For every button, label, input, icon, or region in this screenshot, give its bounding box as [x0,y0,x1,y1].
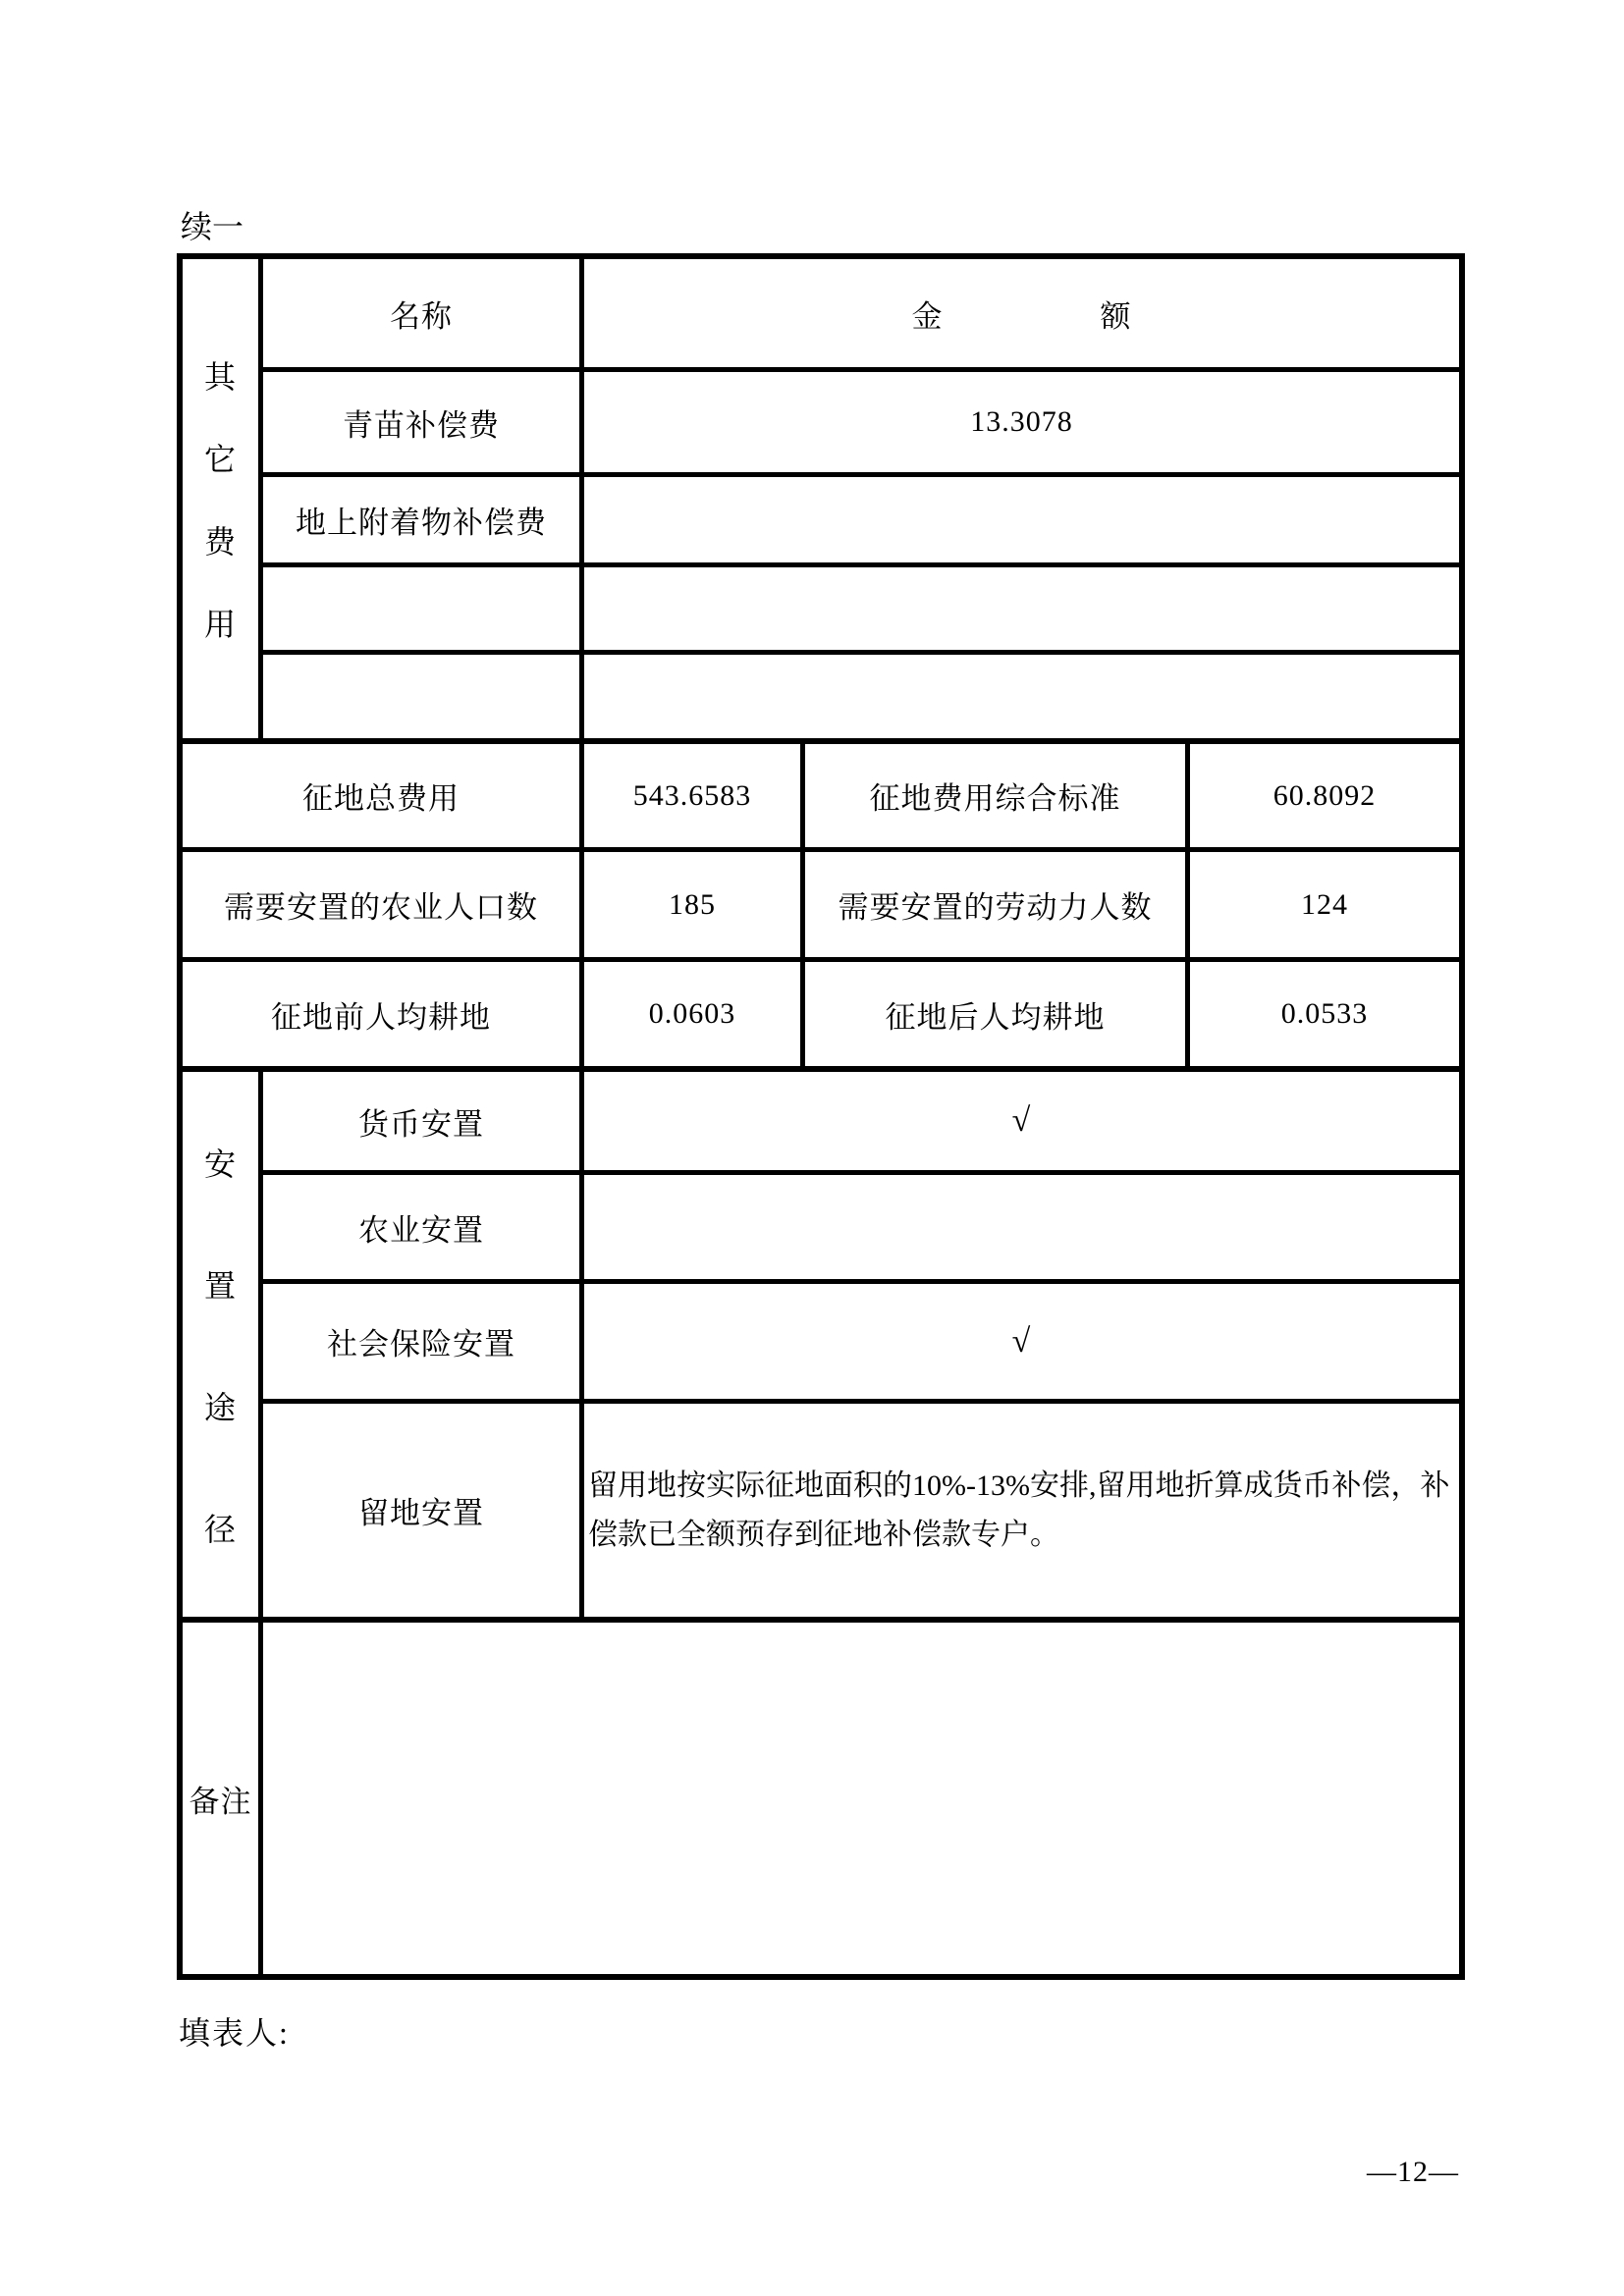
fee-amount-header-cell: 金 额 [911,298,1132,334]
summary-section [183,738,1459,1066]
remarks-content-cell [263,1623,1459,1974]
summary-label-cell: 需要安置的农业人口数 [183,847,584,957]
vertical-header-char: 它 [203,442,237,477]
resettlement-section [183,1066,1459,1617]
fee-name-cell [263,562,584,650]
vertical-header-char: 安 [203,1146,237,1182]
fee-amount-cell [584,650,1459,738]
summary-value-cell: 60.8092 [1272,778,1377,812]
vertical-header-char: 费 [203,524,237,560]
resettlement-label-cell: 社会保险安置 [263,1279,584,1399]
summary-value-cell: 185 [584,847,805,957]
fee-amount-cell [584,472,1459,562]
resettlement-vertical-header [183,1072,263,1617]
resettlement-label-cell: 农业安置 [263,1170,584,1279]
other-fees-vertical-header [183,259,263,738]
vertical-header-char: 径 [203,1511,237,1547]
vertical-header-char: 其 [203,359,237,395]
summary-value-cell: 124 [1190,847,1459,957]
resettlement-value-cell: √ [584,1279,1459,1399]
summary-value-cell: 0.0533 [1190,957,1459,1066]
compensation-table [177,253,1465,1980]
vertical-header-char: 途 [203,1389,237,1425]
resettlement-label-cell: 留地安置 [263,1399,584,1617]
remarks-section [183,1617,1459,1974]
fee-amount-cell [584,562,1459,650]
summary-value-cell: 0.0603 [584,957,805,1066]
other-fees-section [183,259,1459,738]
resettlement-description-cell: 留用地按实际征地面积的10%-13%安排,留用地折算成货币补偿，补偿款已全额预存到征地补偿款专户。 [584,1399,1459,1617]
summary-label-cell: 征地后人均耕地 [805,957,1190,1066]
fee-name-cell: 地上附着物补偿费 [263,472,584,562]
page-number: —12— [1367,2156,1459,2188]
summary-label-cell: 征地费用综合标准 [805,744,1190,847]
summary-label-cell: 需要安置的劳动力人数 [805,847,1190,957]
fee-name-cell [263,650,584,738]
remarks-label-cell: 备注 [183,1623,263,1974]
fee-name-header-cell: 名称 [263,259,584,367]
summary-value-cell: 543.6583 [584,744,805,847]
continuation-label: 续一 [181,209,244,244]
fee-amount-cell: 13.3078 [584,367,1459,472]
summary-label-cell: 征地总费用 [183,744,584,847]
fee-name-cell: 青苗补偿费 [263,367,584,472]
vertical-header-char: 用 [203,607,237,642]
summary-label-cell: 征地前人均耕地 [183,957,584,1066]
vertical-header-char: 置 [203,1267,237,1304]
resettlement-label-cell: 货币安置 [263,1072,584,1170]
resettlement-value-cell [584,1170,1459,1279]
resettlement-value-cell: √ [1011,1102,1032,1139]
form-filler-label: 填表人: [179,2015,290,2051]
